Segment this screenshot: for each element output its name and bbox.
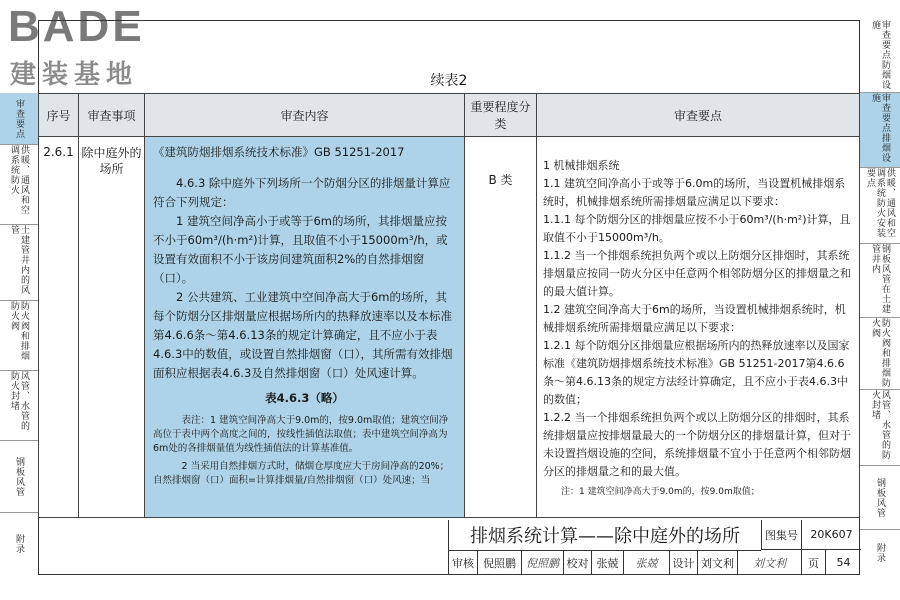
- logo-subtext: 建装基地: [10, 60, 139, 90]
- title-block: [448, 520, 860, 575]
- left-tab-review-points[interactable]: 审查要点: [0, 93, 38, 145]
- header-content: 审查内容: [145, 94, 465, 137]
- right-tab-shaft-duct[interactable]: 钢板风管在土建管井内: [860, 244, 900, 318]
- header-level: 重要程度分类: [465, 94, 537, 137]
- reviewer-name: 倪照鹏: [477, 550, 521, 575]
- right-sidebar: [860, 20, 900, 575]
- drawing-title: 排烟系统计算——除中庭外的场所: [449, 520, 761, 551]
- right-tab-appendix[interactable]: 附录: [875, 542, 885, 563]
- points-line-7: 1.2.2 当一个排烟系统担负两个或以上防烟分区的排烟时，其系统排烟量应按排烟量最大的一个防烟分区的排烟量计算，但对于未设置挡烟设施的空间，系统排烟量不宜小于任意两个相邻防烟分区的排烟量之和的最大值。: [543, 411, 851, 478]
- content-clause: 4.6.3 除中庭外下列场所一个防烟分区的排烟量计算应符合下列规定：: [153, 176, 451, 209]
- header-item: 审查事项: [79, 94, 145, 137]
- table-header-row: [39, 94, 860, 137]
- left-tab-appendix[interactable]: 附录: [14, 534, 24, 554]
- points-line-4: 1.1.2 当一个排烟系统担负两个或以上防烟分区排烟时，其系统排烟量应按同一防火分区中任意两个相邻防烟分区的排烟量之和的最大值计算。: [543, 249, 851, 298]
- points-note: 注：1 建筑空间净高大于9.0m的，按9.0m取值；: [561, 487, 760, 497]
- table-row: [39, 137, 860, 518]
- page-title: 续表2: [430, 73, 468, 89]
- row-level: B 类: [465, 137, 537, 518]
- left-tab-hvac-fire[interactable]: 供暖、通风和空调系统防火: [0, 145, 38, 225]
- checker-signature: 张兢: [623, 550, 669, 575]
- reviewer-signature: 倪照鹏: [521, 550, 563, 575]
- header-no: 序号: [39, 94, 79, 137]
- content-note-2: 2 当采用自然排烟方式时，储烟仓厚度应大于房间净高的20%；自然排烟窗（口）面积=计算排烟量/自然排烟窗（口）处风速；当: [153, 461, 450, 486]
- row-item: 除中庭外的场所: [79, 137, 145, 518]
- right-tab-fire-damper[interactable]: 防火阀和排烟防火阀: [860, 318, 900, 390]
- points-line-3: 1.1.1 每个防烟分区的排烟量应按不小于60m³/(h·m²)计算，且取值不小于15000m³/h。: [543, 213, 851, 244]
- page-label: 页: [801, 550, 825, 575]
- designer-signature: 刘文利: [737, 550, 801, 575]
- left-tab-steel-duct[interactable]: 钢板风管: [0, 441, 38, 513]
- left-sidebar: [0, 93, 38, 575]
- header-points: 审查要点: [537, 94, 860, 137]
- left-tab-shaft-duct[interactable]: 土建管井内的风管: [0, 225, 38, 301]
- row-no: 2.6.1: [39, 137, 79, 518]
- points-line-6: 1.2.1 每个防烟分区排烟量应根据场所内的热释放速率以及国家标准《建筑防烟排烟系统技术标准》GB 51251-2017第4.6.6条～第4.6.13条的规定方法经计算确定，且不应小于表4.6.3中的数值；: [543, 339, 850, 406]
- atlas-number: 20K607: [801, 520, 861, 550]
- right-tab-steel-duct[interactable]: 钢板风管: [860, 466, 900, 530]
- content-standard: 《建筑防烟排烟系统技术标准》GB 51251-2017: [153, 145, 405, 159]
- content-item-2: 2 公共建筑、工业建筑中空间净高大于6m的场所，其每个防烟分区排烟量应根据场所内的热释放速率以及本标准第4.6.6条～第4.6.13条的规定计算确定，且不应小于表4.6.3中的数值，或设置自然排烟窗（口），其所需有效排烟面积应根据表4.6.3及自然排烟窗（口）处风速计算。: [153, 290, 453, 380]
- points-line-1: 1 机械排烟系统: [543, 159, 620, 172]
- check-label: 校对: [563, 550, 591, 575]
- content-table-caption: 表4.6.3（略）: [265, 391, 344, 405]
- content-note-1: 表注：1 建筑空间净高大于9.0m的，按9.0m取值；建筑空间净高位于表中两个高度之间的，按线性插值法取值；表中建筑空间净高为6m处的各排烟量值为线性插值法的计算基准值。: [153, 415, 449, 454]
- right-tab-hvac-install[interactable]: 供暖、通风和空调系统防火安装要点: [860, 168, 900, 244]
- left-tab-fire-damper[interactable]: 防火阀和排烟防火阀: [0, 301, 38, 371]
- points-line-5: 1.2 建筑空间净高大于6m的场所，当设置机械排烟系统时，机械排烟系统所需排烟量应满足以下要求：: [543, 303, 846, 334]
- checker-name: 张兢: [591, 550, 623, 575]
- right-tab-smoke-control[interactable]: 审查要点防烟设施: [860, 20, 900, 93]
- points-line-2: 1.1 建筑空间净高小于或等于6.0m的场所，当设置机械排烟系统时，机械排烟系统所需排烟量应满足以下要求：: [543, 177, 846, 208]
- review-label: 审核: [452, 556, 474, 570]
- atlas-label: 图集号: [761, 520, 801, 550]
- row-content: [145, 137, 465, 518]
- designer-name: 刘文利: [697, 550, 737, 575]
- left-tab-firestop[interactable]: 风管、水管的防火封堵: [0, 371, 38, 441]
- logo-text: BADE: [8, 2, 145, 51]
- right-tab-firestop[interactable]: 风管、水管的防火封堵: [860, 390, 900, 466]
- row-points: [537, 137, 860, 518]
- page-number: 54: [825, 550, 861, 575]
- content-item-1: 1 建筑空间净高小于或等于6m的场所，其排烟量应按不小于60m³/(h·m²)计算，且取值不小于15000m³/h，或设置有效面积不小于该房间建筑面积2%的自然排烟窗（口）。: [153, 214, 448, 285]
- review-table: [38, 93, 860, 518]
- right-tab-smoke-exhaust[interactable]: 审查要点排烟设施: [860, 93, 900, 168]
- design-label: 设计: [669, 550, 697, 575]
